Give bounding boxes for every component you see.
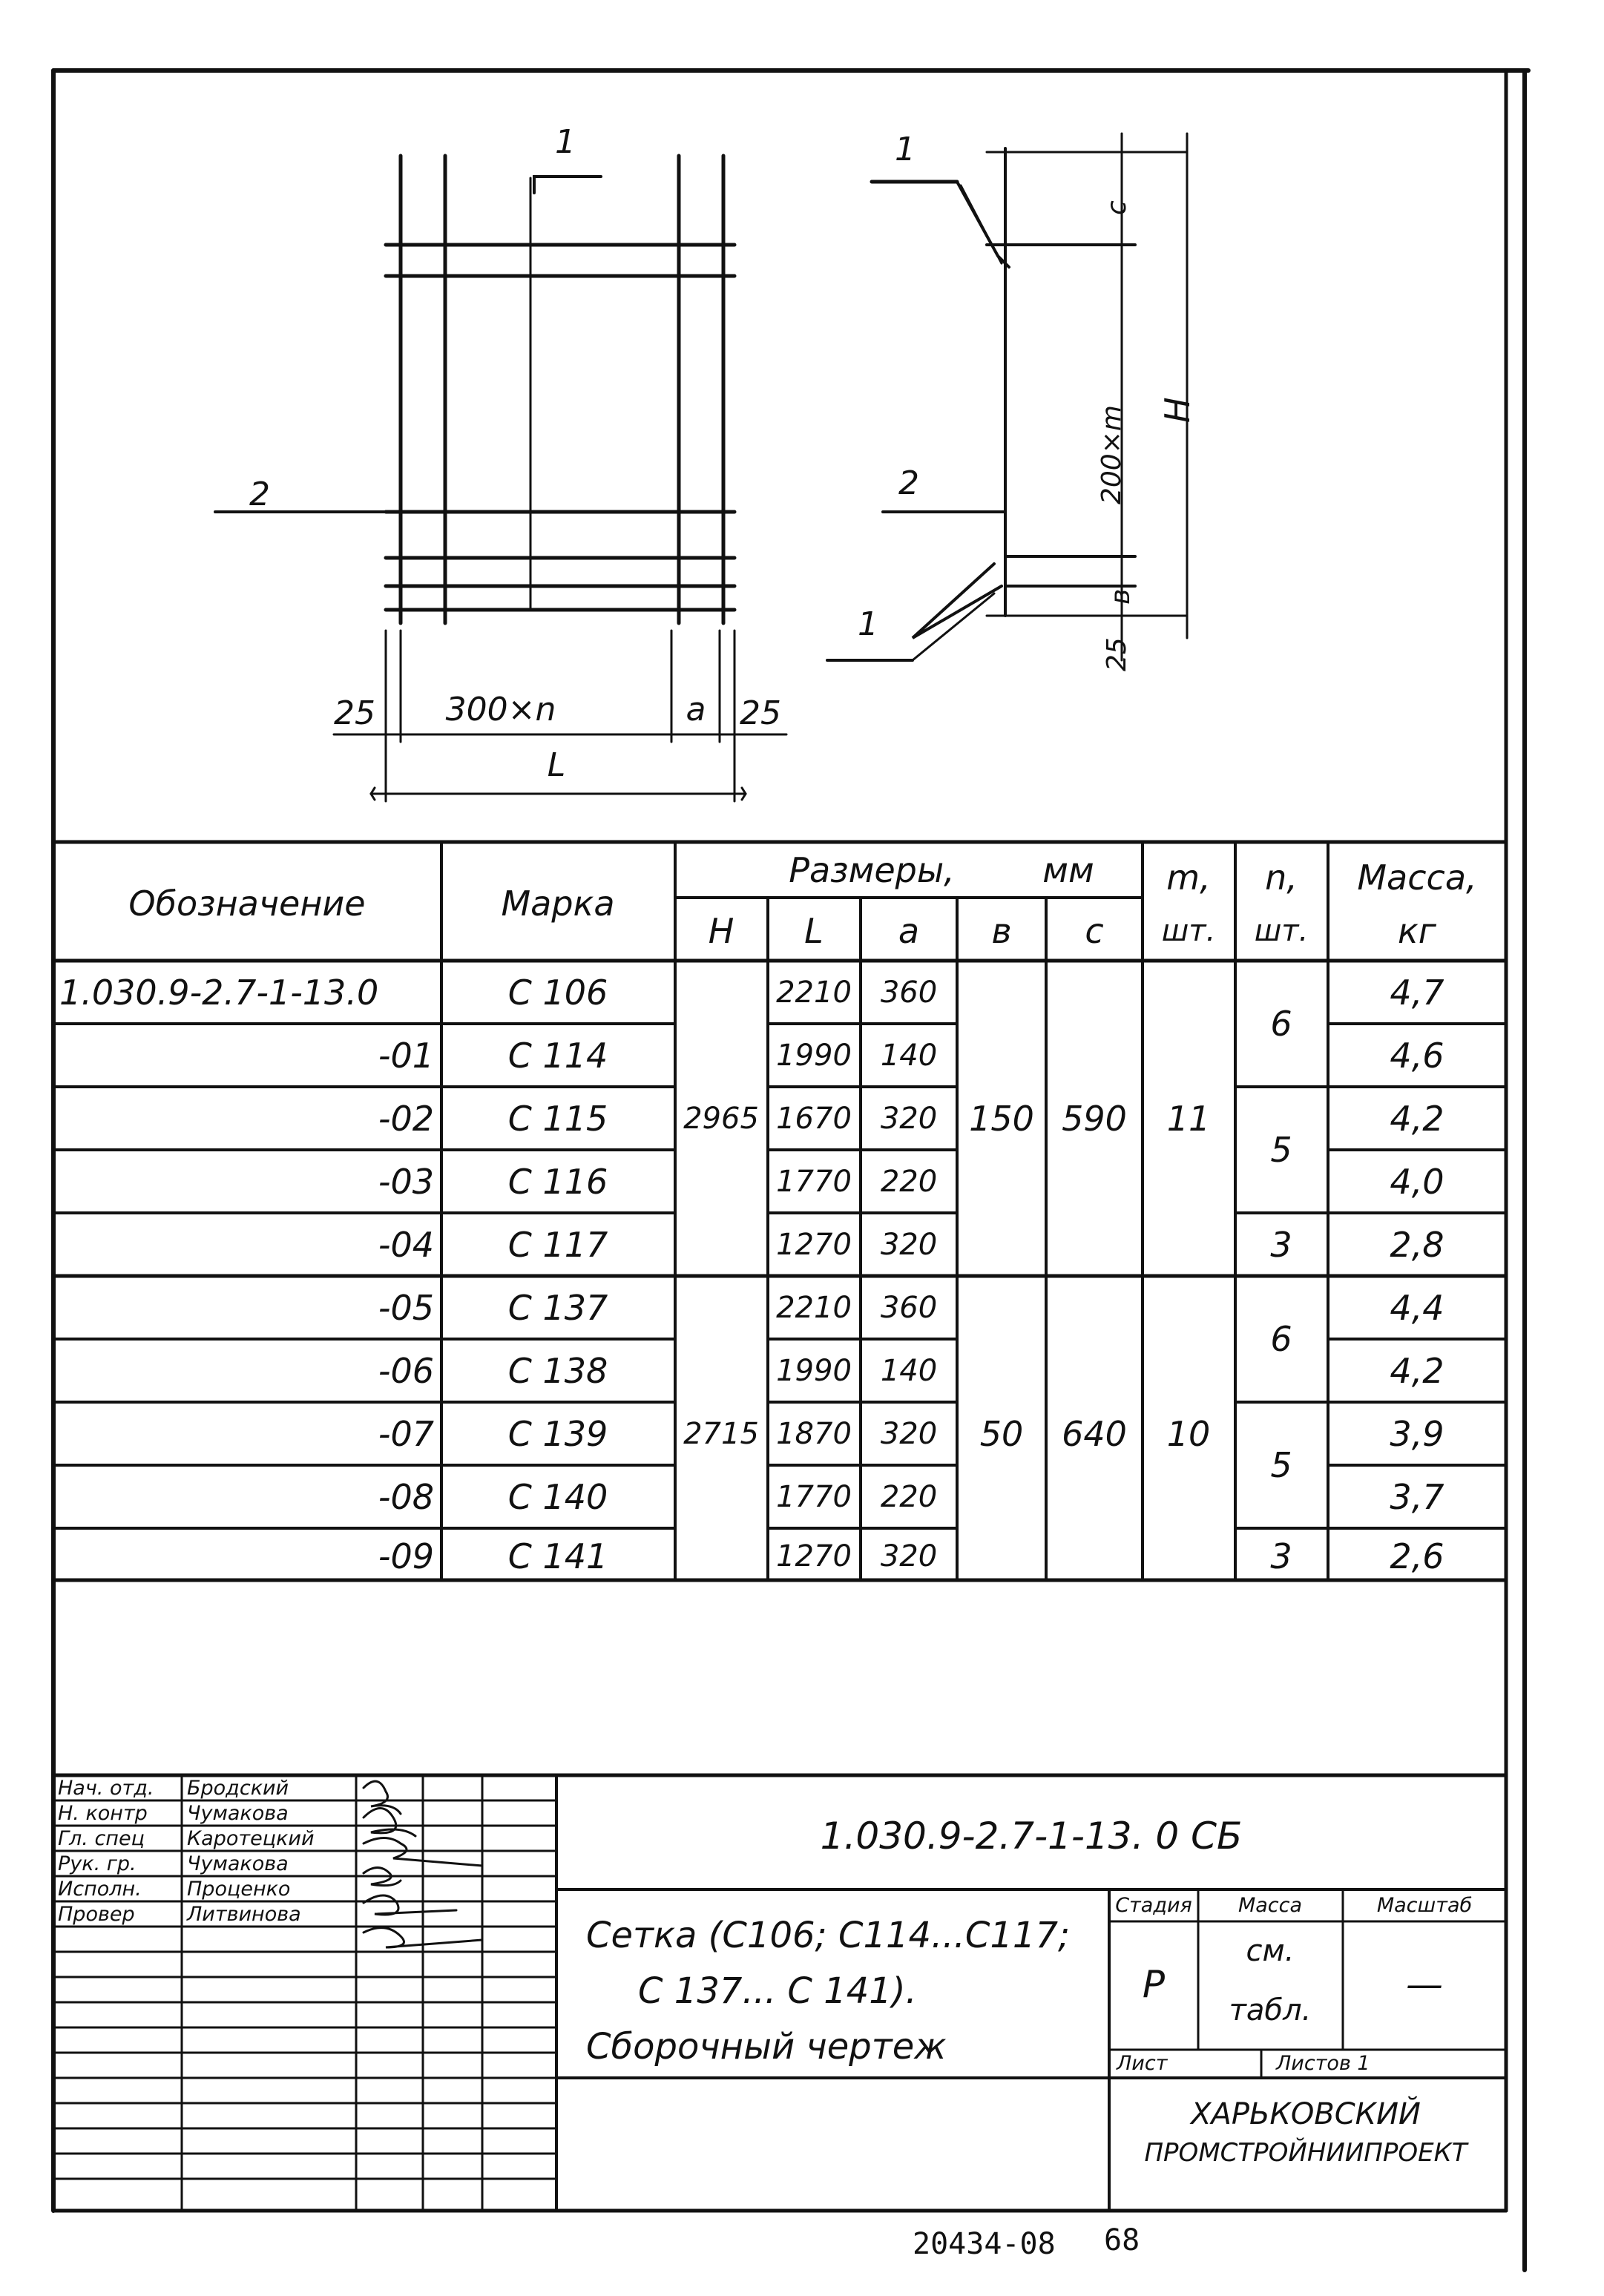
mass-value-2: табл. <box>1229 1993 1312 2027</box>
a-cell: 320 <box>880 1102 938 1136</box>
callout-2-side: 2 <box>898 464 919 502</box>
person-name: Каротецкий <box>187 1827 315 1850</box>
person-name: Проценко <box>187 1878 291 1901</box>
header-b: в <box>991 911 1012 951</box>
role-label: Провер <box>58 1903 135 1926</box>
mark-cell: С 115 <box>507 1099 608 1139</box>
dim-left-margin: 25 <box>334 694 375 732</box>
n-cell: 5 <box>1270 1445 1292 1485</box>
L-cell: 1670 <box>776 1102 852 1136</box>
person-name: Литвинова <box>187 1903 301 1926</box>
header-m: m, <box>1166 858 1211 898</box>
callout-1-front: 1 <box>555 123 576 161</box>
n-cell: 6 <box>1270 1004 1292 1044</box>
mass-cell: 3,7 <box>1390 1477 1444 1517</box>
L-cell: 1990 <box>776 1354 852 1388</box>
mark-cell: С 137 <box>507 1288 608 1328</box>
dim-bottom: 25 <box>1102 637 1132 671</box>
mesh-side-view <box>827 131 1187 660</box>
header-n-unit: шт. <box>1254 914 1309 948</box>
a-cell: 360 <box>880 1291 938 1325</box>
designation-cell: -07 <box>378 1414 434 1454</box>
designation-cell: -06 <box>378 1351 434 1391</box>
mass-cell: 2,8 <box>1390 1225 1444 1265</box>
L-cell: 1990 <box>776 1039 852 1073</box>
mass-cell: 4,2 <box>1390 1351 1444 1391</box>
role-label: Рук. гр. <box>58 1852 137 1875</box>
archive-stamp: 20434-08 <box>913 2227 1056 2261</box>
callout-2-front: 2 <box>249 476 270 513</box>
sheets-label: Листов 1 <box>1276 2052 1370 2075</box>
mark-cell: С 116 <box>507 1162 608 1202</box>
mark-cell: С 138 <box>507 1351 608 1391</box>
mark-cell: С 106 <box>507 973 608 1013</box>
a-cell: 320 <box>880 1539 938 1573</box>
mark-cell: С 141 <box>507 1536 608 1576</box>
designation-cell: -03 <box>378 1162 434 1202</box>
document-title-line3: Сборочный чертеж <box>586 2026 947 2068</box>
dim-mesh-span: 300×n <box>445 691 556 728</box>
mark-cell: С 117 <box>507 1225 608 1265</box>
organization-line1: ХАРЬКОВСКИЙ <box>1191 2097 1421 2131</box>
document-title-line1: Сетка (С106; С114...С117; <box>586 1915 1071 1956</box>
role-label: Нач. отд. <box>58 1777 154 1800</box>
mass-cell: 4,4 <box>1390 1288 1444 1328</box>
callout-1-side-bottom: 1 <box>858 605 878 643</box>
designation-cell: 1.030.9-2.7-1-13.0 <box>59 973 379 1013</box>
role-label: Гл. спец <box>58 1827 145 1850</box>
header-mass-unit: кг <box>1398 911 1436 951</box>
mass-label: Масса <box>1237 1894 1303 1917</box>
dim-b: в <box>1105 588 1136 605</box>
page-number: 68 <box>1104 2223 1140 2257</box>
header-c: c <box>1085 911 1104 951</box>
stage-value: Р <box>1142 1963 1166 2006</box>
role-label: Исполн. <box>58 1878 142 1901</box>
person-name: Чумакова <box>187 1852 289 1875</box>
header-a: a <box>898 911 920 951</box>
header-dimensions-unit: мм <box>1042 850 1094 890</box>
group-H: 2715 <box>683 1417 759 1451</box>
group-b: 150 <box>969 1099 1034 1139</box>
header-designation: Обозначение <box>128 884 366 924</box>
L-cell: 1270 <box>776 1228 852 1262</box>
a-cell: 140 <box>880 1039 938 1073</box>
person-name: Бродский <box>187 1777 289 1800</box>
mass-cell: 4,6 <box>1390 1036 1444 1076</box>
designation-cell: -05 <box>378 1288 434 1328</box>
dim-L: L <box>547 746 566 784</box>
group-c: 640 <box>1062 1414 1127 1454</box>
a-cell: 140 <box>880 1354 938 1388</box>
person-name: Чумакова <box>187 1802 289 1825</box>
dim-a: a <box>686 691 706 728</box>
L-cell: 2210 <box>776 1291 852 1325</box>
designation-cell: -04 <box>378 1225 434 1265</box>
a-cell: 220 <box>880 1480 938 1514</box>
n-cell: 3 <box>1270 1225 1292 1265</box>
stage-label: Стадия <box>1115 1894 1192 1917</box>
scale-value: — <box>1406 1963 1443 2006</box>
mass-value-1: см. <box>1246 1934 1295 1968</box>
n-cell: 6 <box>1270 1319 1292 1359</box>
L-cell: 2210 <box>776 976 852 1010</box>
header-H: H <box>708 911 734 951</box>
mass-cell: 3,9 <box>1390 1414 1444 1454</box>
designation-cell: -01 <box>378 1036 434 1076</box>
dim-right-margin: 25 <box>740 694 781 732</box>
mass-cell: 4,7 <box>1390 973 1444 1013</box>
L-cell: 1270 <box>776 1539 852 1573</box>
a-cell: 220 <box>880 1165 938 1199</box>
header-mark: Марка <box>501 884 615 924</box>
header-m-unit: шт. <box>1161 914 1216 948</box>
n-cell: 3 <box>1270 1536 1292 1576</box>
group-H: 2965 <box>683 1102 759 1136</box>
L-cell: 1770 <box>776 1165 852 1199</box>
group-m: 10 <box>1166 1414 1211 1454</box>
mass-cell: 4,0 <box>1390 1162 1444 1202</box>
a-cell: 360 <box>880 976 938 1010</box>
mark-cell: С 140 <box>507 1477 608 1517</box>
mass-cell: 4,2 <box>1390 1099 1444 1139</box>
header-n: n, <box>1265 858 1298 898</box>
a-cell: 320 <box>880 1417 938 1451</box>
mark-cell: С 114 <box>507 1036 608 1076</box>
dim-c: c <box>1102 200 1132 215</box>
group-c: 590 <box>1062 1099 1127 1139</box>
organization-line2: ПРОМСТРОЙНИИПРОЕКТ <box>1144 2138 1467 2168</box>
header-dimensions: Размеры, <box>789 850 955 890</box>
designation-cell: -08 <box>378 1477 434 1517</box>
document-title-line2: С 137... С 141). <box>638 1970 917 2012</box>
L-cell: 1770 <box>776 1480 852 1514</box>
sheet-label: Лист <box>1117 2052 1168 2075</box>
dim-H: H <box>1157 397 1197 423</box>
a-cell: 320 <box>880 1228 938 1262</box>
group-b: 50 <box>979 1414 1024 1454</box>
dim-pitch: 200×m <box>1097 405 1127 504</box>
n-cell: 5 <box>1270 1130 1292 1170</box>
mark-cell: С 139 <box>507 1414 608 1454</box>
role-label: Н. контр <box>58 1802 148 1825</box>
L-cell: 1870 <box>776 1417 852 1451</box>
document-code: 1.030.9-2.7-1-13. 0 СБ <box>820 1815 1243 1858</box>
group-m: 11 <box>1166 1099 1211 1139</box>
designation-cell: -02 <box>378 1099 434 1139</box>
header-mass: Масса, <box>1357 858 1477 898</box>
mass-cell: 2,6 <box>1390 1536 1444 1576</box>
scale-label: Масштаб <box>1376 1894 1473 1917</box>
designation-cell: -09 <box>378 1536 434 1576</box>
header-L: L <box>804 911 824 951</box>
callout-1-side-top: 1 <box>895 131 916 168</box>
